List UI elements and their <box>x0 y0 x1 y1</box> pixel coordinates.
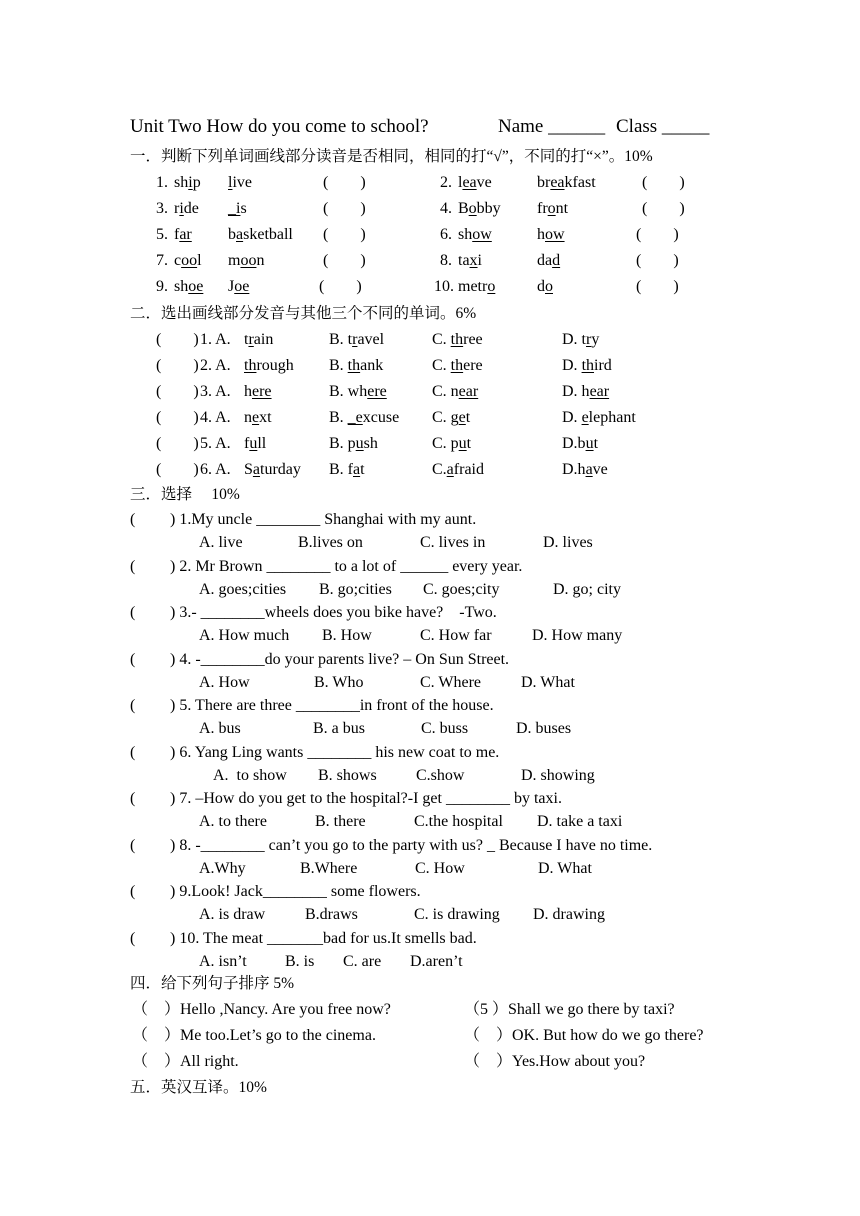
option: A. live <box>199 534 243 551</box>
item-label: 5. A. <box>200 435 231 452</box>
option-b: B. travel <box>329 331 385 348</box>
option: A. isn’t <box>199 952 247 970</box>
option-d: D. third <box>562 357 612 374</box>
word-d: how <box>537 226 565 243</box>
item-number: 3. <box>156 200 168 217</box>
option-b: B. _excuse <box>329 409 400 426</box>
option: A. How much <box>199 627 290 644</box>
option: D. buses <box>516 720 572 737</box>
option: B. a bus <box>313 720 365 737</box>
option: B.Where <box>300 859 358 877</box>
word-a: ship <box>174 174 201 191</box>
option: C. buss <box>421 720 469 737</box>
word-c: leave <box>458 174 492 191</box>
answer-paren: ( ) <box>156 357 199 374</box>
answer-paren: ( <box>130 604 168 621</box>
answer-paren: ( ) <box>642 200 685 217</box>
option-c: C. near <box>432 383 479 400</box>
option: C. How <box>415 859 465 877</box>
answer-paren: ( <box>130 836 168 854</box>
word-a: cool <box>174 252 202 269</box>
name-field: Name ______ <box>498 116 606 137</box>
answer-paren: ( ) <box>323 226 366 243</box>
item-number: 9. <box>156 278 168 295</box>
question-text: ) 10. The meat _______bad for us.It smells bad. <box>170 929 477 947</box>
word-d: dad <box>537 252 561 269</box>
answer-paren: ( ) <box>156 461 199 478</box>
word-b: _is <box>228 200 247 217</box>
sentence-right: （ ）Yes.How about you? <box>464 1053 646 1070</box>
section-2-heading: 二．选出画线部分发音与其他三个不同的单词。6% <box>130 305 477 322</box>
item-number: 7. <box>156 252 168 269</box>
word-b: Joe <box>228 278 250 295</box>
option-b: B. thank <box>329 357 384 374</box>
option: A. is draw <box>199 906 266 923</box>
option: C. Where <box>420 673 482 691</box>
answer-paren: ( <box>130 790 168 807</box>
section-4-heading: 四．给下列句子排序 5% <box>130 975 295 992</box>
option: B. go;cities <box>319 580 392 598</box>
item-number: 8. <box>440 252 452 269</box>
question-text: ) 7. –How do you get to the hospital?-I get ________ by taxi. <box>170 790 562 807</box>
option: C. How far <box>420 627 492 644</box>
answer-paren: ( ) <box>323 174 366 191</box>
word-a: ride <box>174 200 199 217</box>
answer-paren: ( ) <box>323 252 366 269</box>
option: B. is <box>285 952 315 970</box>
option: C.show <box>416 766 465 784</box>
word-d: breakfast <box>537 174 596 191</box>
answer-paren: ( ) <box>319 278 362 295</box>
option-a: train <box>244 331 274 348</box>
sentence-right: （ ）OK. But how do we go there? <box>464 1027 704 1044</box>
option: A. bus <box>199 720 241 737</box>
option: D. go; city <box>553 580 621 598</box>
option: D.aren’t <box>410 952 463 970</box>
option: C. are <box>343 952 382 970</box>
option-d: D.but <box>562 435 599 452</box>
answer-paren: ( ) <box>642 174 685 191</box>
question-text: ) 6. Yang Ling wants ________ his new coat to me. <box>170 743 500 761</box>
option-c: C. three <box>432 331 483 348</box>
option-d: D.have <box>562 461 608 478</box>
option: D. drawing <box>533 906 605 923</box>
option: A. to show <box>213 766 287 784</box>
option: D. What <box>521 673 575 691</box>
option-b: B. where <box>329 383 387 400</box>
worksheet-title: Unit Two How do you come to school? <box>130 116 429 137</box>
item-label: 6. A. <box>200 461 231 478</box>
answer-paren: ( ) <box>156 435 199 452</box>
option: A. to there <box>199 813 267 830</box>
answer-paren: ( <box>130 929 168 947</box>
option: B.lives on <box>298 534 363 551</box>
word-a: shoe <box>174 278 204 295</box>
word-d: do <box>537 278 553 295</box>
item-label: 1. A. <box>200 331 231 348</box>
option-d: D. hear <box>562 383 610 400</box>
word-b: live <box>228 174 252 191</box>
option-b: B. push <box>329 435 378 452</box>
word-c: show <box>458 226 492 243</box>
answer-paren: ( ) <box>323 200 366 217</box>
option: D. lives <box>543 534 593 551</box>
option-a: next <box>244 409 272 426</box>
option-c: C. get <box>432 409 471 426</box>
answer-paren: ( <box>130 557 168 575</box>
option: A. goes;cities <box>199 580 287 598</box>
question-text: ) 3.- ________wheels does you bike have? -Two. <box>170 604 497 621</box>
question-text: ) 9.Look! Jack________ some flowers. <box>170 883 421 900</box>
option-c: C. there <box>432 357 483 374</box>
item-number: 10. <box>434 278 454 295</box>
question-text: ) 5. There are three ________in front of the house. <box>170 697 494 714</box>
option-a: Saturday <box>244 461 301 478</box>
sentence-right: （5 ）Shall we go there by taxi? <box>464 1001 675 1018</box>
item-number: 1. <box>156 174 168 191</box>
class-field: Class _____ <box>616 116 710 137</box>
item-number: 2. <box>440 174 452 191</box>
word-a: far <box>174 226 192 243</box>
word-d: front <box>537 200 569 217</box>
option: C. goes;city <box>423 580 500 598</box>
option: B. there <box>315 813 366 830</box>
option-d: D. try <box>562 331 600 348</box>
answer-paren: ( <box>130 697 168 714</box>
sentence-left: （ ）Hello ,Nancy. Are you free now? <box>132 1001 391 1018</box>
answer-paren: ( <box>130 650 168 668</box>
option: B. How <box>322 627 372 644</box>
answer-paren: ( <box>130 743 168 761</box>
option: D. What <box>538 859 592 877</box>
option: C. lives in <box>420 534 486 551</box>
answer-paren: ( <box>130 511 168 528</box>
option: A.Why <box>199 859 246 877</box>
answer-paren: ( <box>130 883 168 900</box>
item-number: 5. <box>156 226 168 243</box>
option-c: C. put <box>432 435 472 452</box>
section-3-heading: 三．选择 10% <box>130 486 240 503</box>
option: D. How many <box>532 627 623 644</box>
option: C. is drawing <box>414 906 500 923</box>
sentence-left: （ ）All right. <box>132 1053 239 1070</box>
section-1-heading: 一．判断下列单词画线部分读音是否相同，相同的打“√”，不同的打“×”。10% <box>130 148 653 165</box>
option-c: C.afraid <box>432 461 484 478</box>
answer-paren: ( ) <box>156 331 199 348</box>
option-a: full <box>244 435 267 452</box>
item-number: 4. <box>440 200 452 217</box>
answer-paren: ( ) <box>636 252 679 269</box>
option: A. How <box>199 673 250 691</box>
option-b: B. fat <box>329 461 365 478</box>
sentence-left: （ ）Me too.Let’s go to the cinema. <box>132 1027 376 1044</box>
item-label: 3. A. <box>200 383 231 400</box>
item-label: 2. A. <box>200 357 231 374</box>
word-c: metro <box>458 278 496 295</box>
option-a: through <box>244 357 294 374</box>
answer-paren: ( ) <box>156 383 199 400</box>
option: C.the hospital <box>414 813 503 830</box>
section-5-heading: 五．英汉互译。10% <box>130 1079 267 1096</box>
option: B. Who <box>314 673 364 691</box>
item-label: 4. A. <box>200 409 231 426</box>
answer-paren: ( ) <box>636 226 679 243</box>
question-text: ) 1.My uncle ________ Shanghai with my aunt. <box>170 511 477 528</box>
word-b: basketball <box>228 226 293 243</box>
option: D. showing <box>521 766 595 784</box>
question-text: ) 8. -________ can’t you go to the party with us? _ Because I have no time. <box>170 836 653 854</box>
option: D. take a taxi <box>537 813 623 830</box>
word-c: Bobby <box>458 200 501 217</box>
word-b: moon <box>228 252 265 269</box>
option: B. shows <box>318 766 377 784</box>
answer-paren: ( ) <box>156 409 199 426</box>
question-text: ) 2. Mr Brown ________ to a lot of ______ every year. <box>170 557 523 575</box>
option-a: here <box>244 383 272 400</box>
word-c: taxi <box>458 252 482 269</box>
question-text: ) 4. -________do your parents live? – On Sun Street. <box>170 650 510 668</box>
answer-paren: ( ) <box>636 278 679 295</box>
item-number: 6. <box>440 226 452 243</box>
option-d: D. elephant <box>562 409 636 426</box>
option: B.draws <box>305 906 358 923</box>
